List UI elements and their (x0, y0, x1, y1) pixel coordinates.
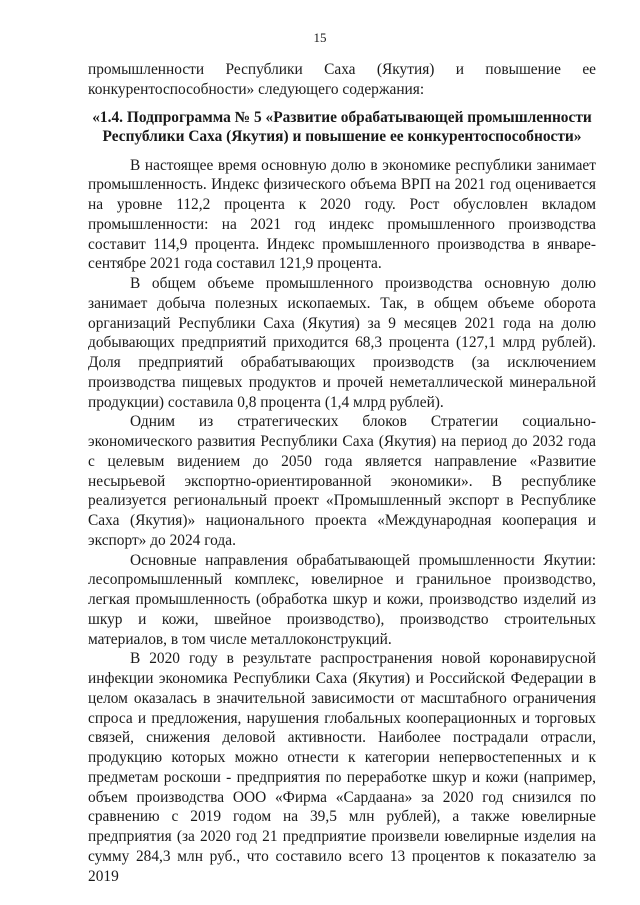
section-heading (88, 108, 596, 147)
paragraph-mining-share: В общем объеме промышленного производства основную долю занимает добыча полезных ископаемых. Так, в общем объеме оборота организаций Республики Саха (Якутия) за 9 месяцев 2021 года на долю добывающих предприятий приходится 68,3 процента (127,1 млрд рублей). Доля предприятий обрабатывающих производств (за исключением производства пищевых продуктов и прочей неметаллической минеральной продукции) составила 0,8 процента (1,4 млрд рублей). (88, 275, 596, 411)
section-heading-line-1: «1.4. Подпрограмма № 5 «Развитие обрабатывающей промышленности (92, 108, 592, 126)
paragraph-industry-share: В настоящее время основную долю в экономике республики занимает промышленность. Индекс физического объема ВРП на 2021 год оценивается на уровне 112,2 процента к 2020 году. Рост обусловлен вкладом промышленности: на 2021 год индекс промышленного производства составит 114,9 процента. Индекс промышленного производства в январе-сентябре 2021 года составил 121,9 процента. (88, 156, 596, 273)
intro-paragraph: промышленности Республики Саха (Якутия) и повышение ее конкурентоспособности» следующего содержания: (88, 61, 596, 98)
document-body (88, 60, 596, 886)
paragraph-strategy: Одним из стратегических блоков Стратегии социально-экономического развития Республики Саха (Якутия) на период до 2032 года с целевым видением до 2050 года является направление «Развитие несырьевой экспортно-ориентированной экономики». В республике реализуется региональный проект «Промышленный экспорт в Республике Саха (Якутия)» национального проекта «Международная кооперация и экспорт» до 2024 года. (88, 413, 596, 549)
paragraph-covid-impact: В 2020 году в результате распространения новой коронавирусной инфекции экономика Республики Саха (Якутия) и Российской Федерации в целом оказалась в значительной зависимости от масштабного ограничения спроса и предложения, нарушения глобальных кооперационных и торговых связей, снижения деловой активности. Наиболее пострадали отрасли, продукцию которых можно отнести к категории непервостепенных и к предметам роскоши - предприятия по переработке шкур и кожи (например, объем производства ООО «Фирма «Сардаана» за 2020 год снизился по сравнению с 2019 годом на 39,5 млн рублей), а также ювелирные предприятия (за 2020 год 21 предприятие произвели ювелирные изделия на сумму 284,3 млн руб., что составило всего 13 процентов к показателю за 2019 (88, 650, 596, 885)
paragraph-main-directions: Основные направления обрабатывающей промышленности Якутии: лесопромышленный комплекс, ювелирное и гранильное производство, легкая промышленность (обработка шкур и кожи, производство изделий из шкур и кожи, швейное производство), производство строительных материалов, в том числе металлоконструкций. (88, 551, 596, 648)
section-heading-line-2: Республики Саха (Якутия) и повышение ее конкурентоспособности» (102, 128, 582, 145)
page-number: 15 (313, 30, 327, 45)
